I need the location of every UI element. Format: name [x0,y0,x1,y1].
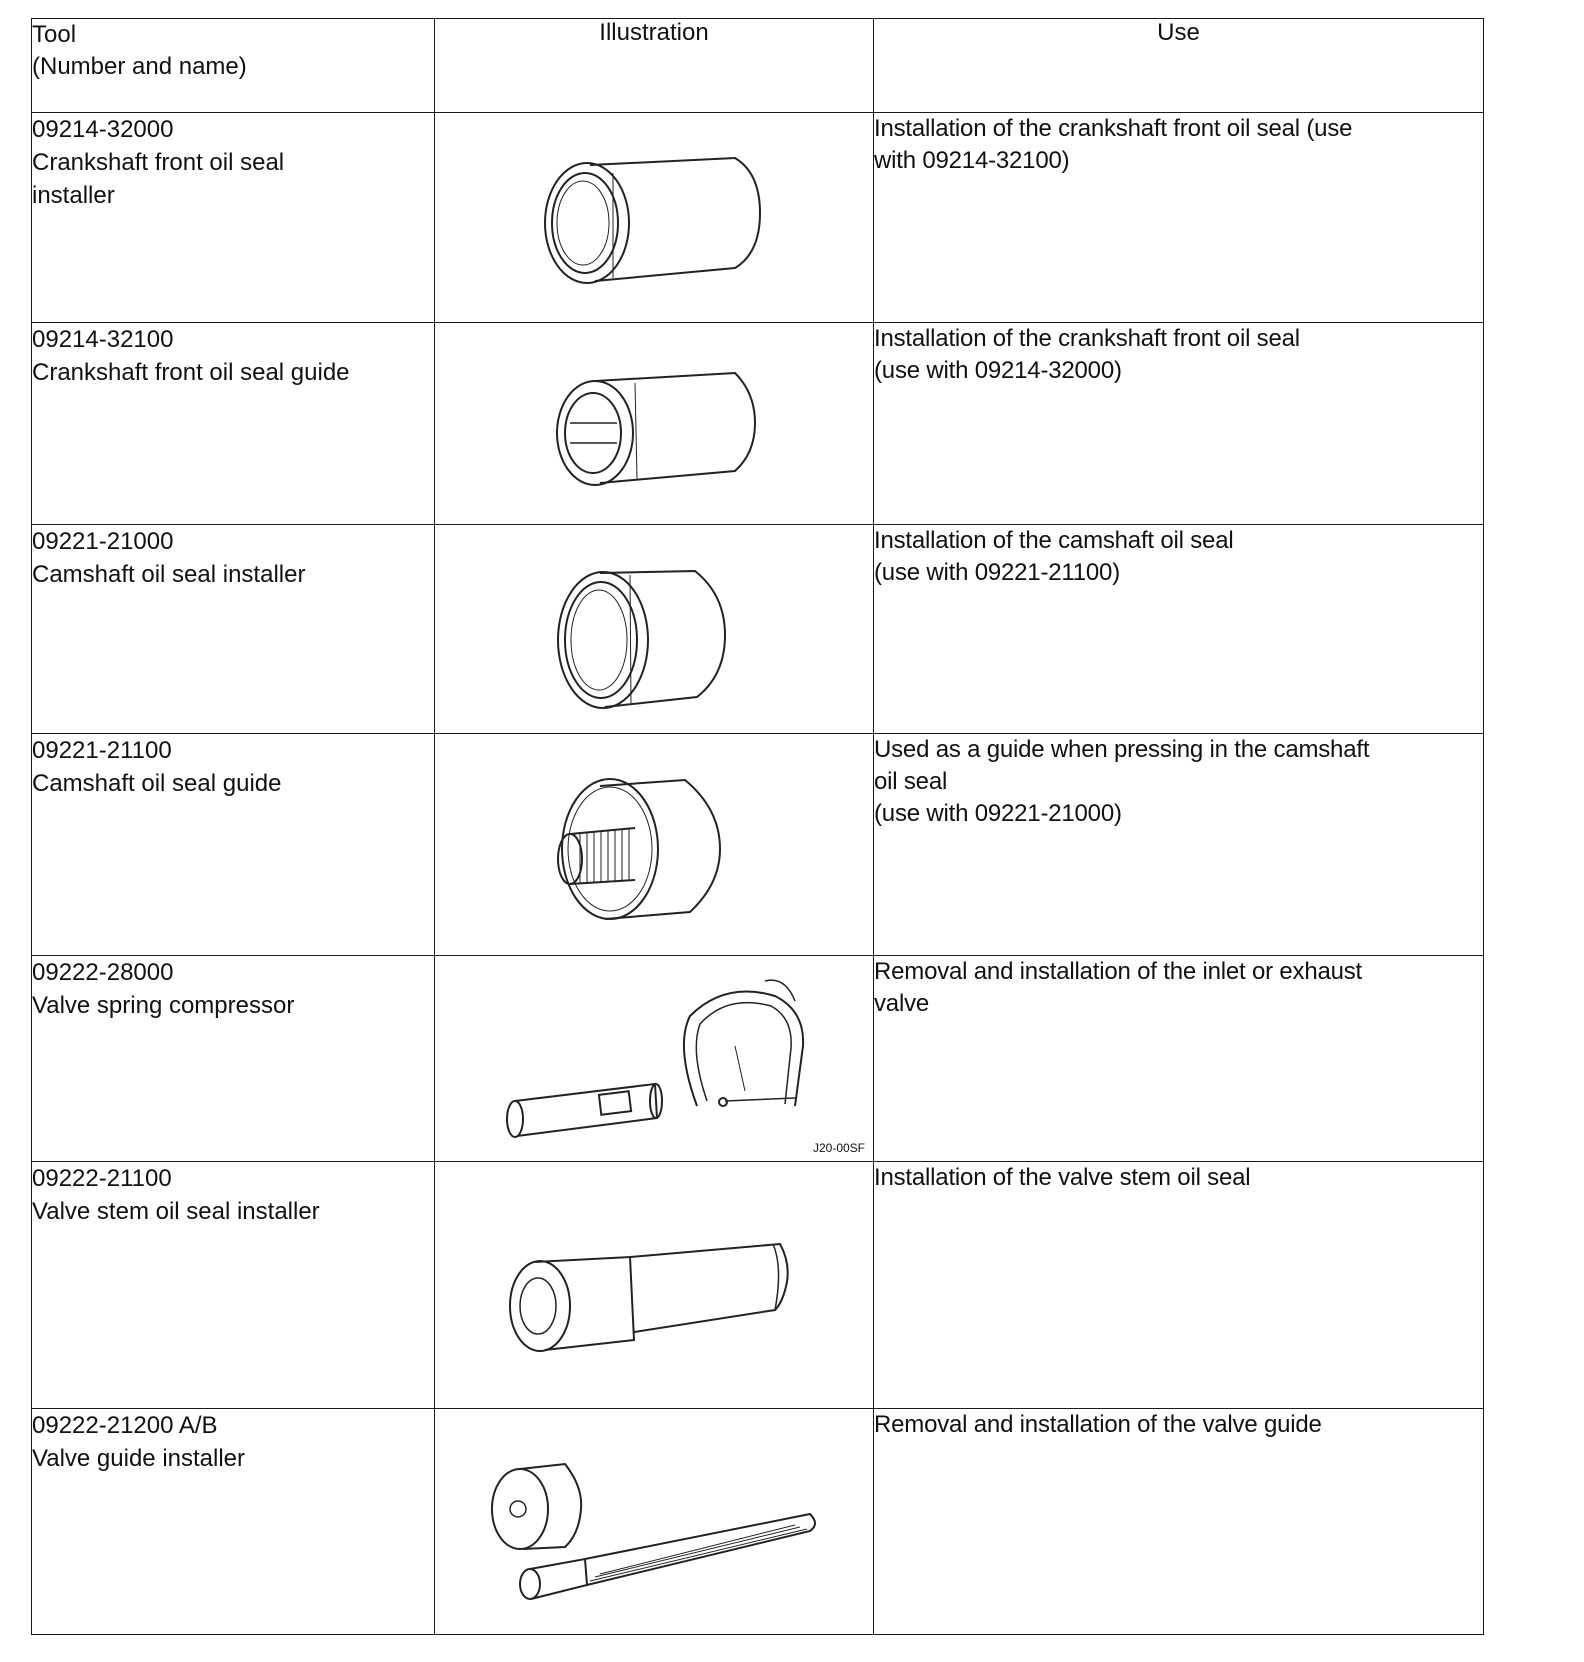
use-cell [874,1162,1484,1409]
valve-guide-installer-drawing [435,1409,874,1634]
illustration-cell [435,113,874,323]
valve-spring-compressor-drawing [435,956,874,1161]
tool-number: 09222-21200 A/B [32,1412,218,1439]
tool-number: 09221-21100 [32,737,172,764]
tool-cell [32,1409,435,1635]
table-row [32,323,1484,525]
tool-name-line: Valve guide installer [32,1445,246,1472]
use-line: (use with 09221-21000) [874,800,1122,827]
special-tools-table [31,18,1484,1635]
tool-number: 09222-28000 [32,959,174,986]
use-line: (use with 09221-21100) [874,559,1120,586]
tool-cell [32,525,435,734]
valve-stem-seal-installer-drawing [435,1162,874,1408]
use-line: Removal and installation of the inlet or exhaust [874,958,1363,985]
illustration-cell [435,323,874,525]
use-line: with 09214-32100) [874,147,1070,174]
header-use: Use [874,19,1484,113]
oil-seal-guide-drawing [435,323,874,524]
use-cell [874,525,1484,734]
illustration-cell [435,1162,874,1409]
table-row [32,734,1484,956]
table-row [32,525,1484,734]
header-tool-line1: Tool [32,21,77,48]
header-row [32,19,1484,113]
tool-name-line: Crankshaft front oil seal guide [32,359,350,386]
tool-cell [32,734,435,956]
table-row [32,1409,1484,1635]
figure-code: J20-00SF [812,1141,865,1155]
tool-cell [32,323,435,525]
tool-cell [32,956,435,1162]
tool-cell [32,113,435,323]
illustration-cell [435,525,874,734]
tool-number: 09214-32100 [32,326,174,353]
use-line: oil seal [874,768,948,795]
use-line: Installation of the valve stem oil seal [874,1164,1251,1191]
table-row [32,113,1484,323]
use-cell [874,956,1484,1162]
use-cell [874,323,1484,525]
use-line: valve [874,990,930,1017]
use-cell [874,113,1484,323]
header-tool [32,19,435,113]
tool-name-line: installer [32,182,115,209]
use-cell [874,1409,1484,1635]
use-cell [874,734,1484,956]
use-line: (use with 09214-32000) [874,357,1122,384]
illustration-cell [435,734,874,956]
tool-name-line: Valve spring compressor [32,992,295,1019]
use-line: Removal and installation of the valve guide [874,1411,1322,1438]
header-illustration: Illustration [435,19,874,113]
table-row [32,1162,1484,1409]
use-line: Installation of the crankshaft front oil seal [874,325,1300,352]
tool-name-line: Camshaft oil seal guide [32,770,282,797]
illustration-cell [435,1409,874,1635]
tool-number: 09222-21100 [32,1165,172,1192]
tool-name-line: Camshaft oil seal installer [32,561,306,588]
tool-cell [32,1162,435,1409]
tool-name-line: Crankshaft front oil seal [32,149,285,176]
illustration-cell [435,956,874,1162]
tool-name-line: Valve stem oil seal installer [32,1198,320,1225]
header-tool-line2: (Number and name) [32,53,247,80]
use-line: Installation of the camshaft oil seal [874,527,1234,554]
tool-number: 09214-32000 [32,116,174,143]
table-row [32,956,1484,1162]
tool-number: 09221-21000 [32,528,174,555]
use-line: Installation of the crankshaft front oil seal (use [874,115,1353,142]
camshaft-seal-guide-drawing [435,734,874,955]
oil-seal-installer-drawing [435,113,874,322]
camshaft-seal-installer-drawing [435,525,874,733]
use-line: Used as a guide when pressing in the camshaft [874,736,1370,763]
